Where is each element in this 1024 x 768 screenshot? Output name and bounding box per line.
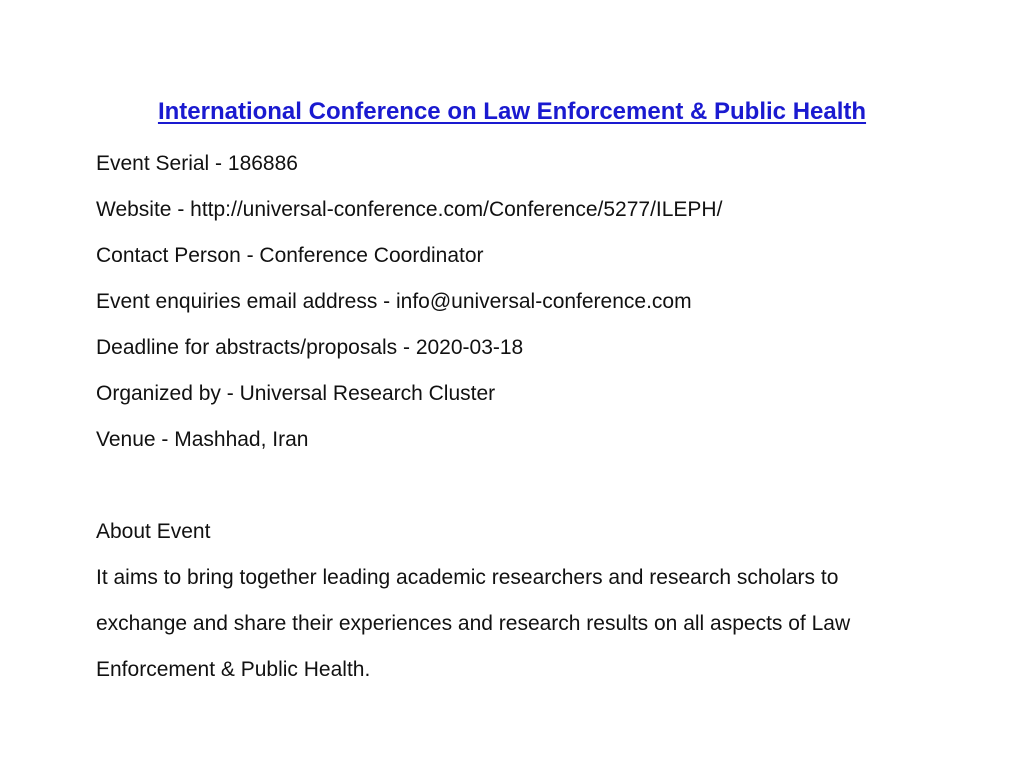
- enquiries-email: Event enquiries email address - info@universal-conference.com: [96, 290, 692, 313]
- organizer: Organized by - Universal Research Cluster: [96, 382, 496, 405]
- venue: Venue - Mashhad, Iran: [96, 428, 309, 451]
- event-details: [96, 141, 976, 693]
- conference-title-link[interactable]: International Conference on Law Enforcement & Public Health: [157, 98, 867, 125]
- event-website: Website - http://universal-conference.com/Conference/5277/ILEPH/: [96, 198, 723, 221]
- about-line: It aims to bring together leading academic researchers and research scholars to: [96, 566, 839, 589]
- about-line: exchange and share their experiences and research results on all aspects of Law: [96, 612, 851, 635]
- about-heading: About Event: [96, 520, 211, 543]
- abstract-deadline: Deadline for abstracts/proposals - 2020-03-18: [96, 336, 524, 359]
- event-serial: Event Serial - 186886: [96, 152, 298, 175]
- about-line: Enforcement & Public Health.: [96, 658, 371, 681]
- spacer: [96, 463, 976, 509]
- contact-person: Contact Person - Conference Coordinator: [96, 244, 484, 267]
- page-title: [0, 96, 1024, 128]
